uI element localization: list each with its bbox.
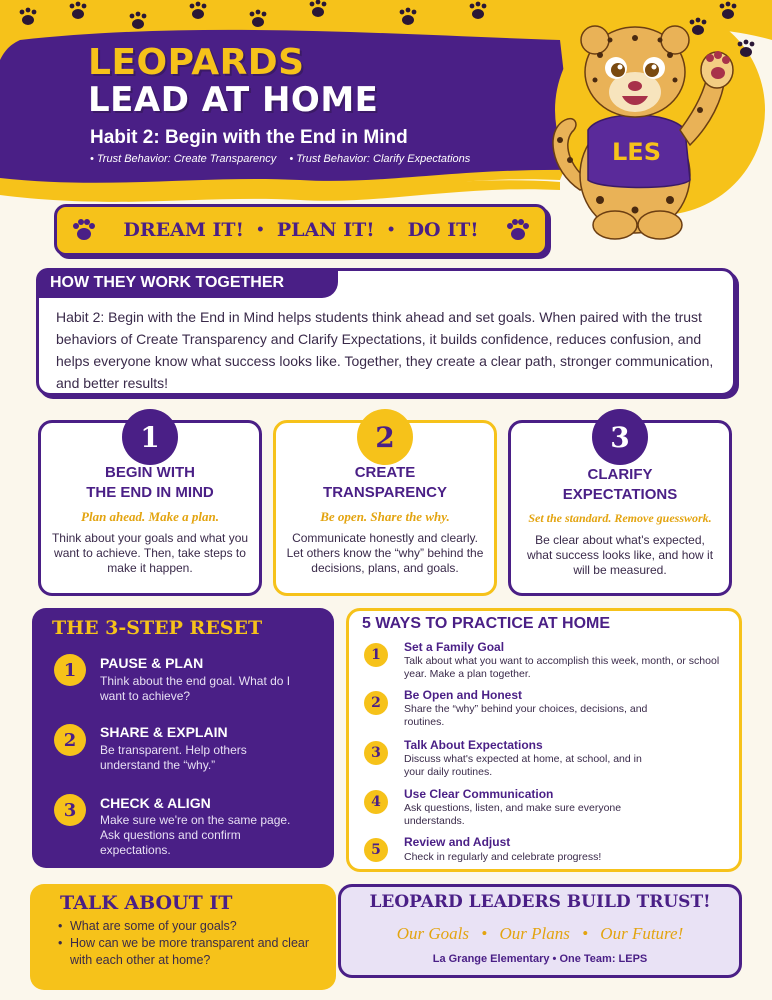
- way-number: 4: [364, 790, 388, 814]
- banner-word-dream: DREAM IT!: [123, 219, 244, 241]
- banner-word-do: DO IT!: [407, 219, 479, 241]
- way-heading: Use Clear Communication: [404, 787, 554, 801]
- card-number-badge: 2: [357, 409, 413, 465]
- leopard-leaders-title: LEOPARD LEADERS BUILD TRUST!: [369, 892, 711, 912]
- banner-word-plan: PLAN IT!: [276, 219, 375, 241]
- how-they-work-text: Habit 2: Begin with the End in Mind helps students think ahead and set goals. When paired with the trust behaviors of Create Transparency and Clarify Expectations, it builds confidence, reduces confusion, and helps everyone know what success looks like. Together, they create a clear path, stronger communication, and better results!: [56, 309, 714, 391]
- leaders-goal: Our Future!: [600, 924, 684, 943]
- way-number: 3: [364, 741, 388, 765]
- way-body: Check in regularly and celebrate progress!: [404, 851, 602, 863]
- habit-title: Habit 2: Begin with the End in Mind: [90, 127, 408, 148]
- reset-step-body: Make sure we're on the same page. Ask questions and confirm expectations.: [100, 813, 291, 857]
- title-lead-at-home: LEAD AT HOME: [88, 80, 379, 120]
- reset-step-heading: PAUSE & PLAN: [100, 655, 204, 671]
- card-subtitle: Plan ahead. Make a plan.: [81, 509, 219, 524]
- way-heading: Review and Adjust: [404, 835, 511, 849]
- talk-questions-list: [58, 918, 318, 969]
- paw-print-icon: [505, 217, 531, 243]
- banner-separator: •: [255, 222, 265, 238]
- reset-step-number: 2: [54, 724, 86, 756]
- talk-question: • How can we be more transparent and clear with each other at home?: [58, 935, 318, 969]
- reset-step-number: 1: [54, 654, 86, 686]
- way-number: 1: [364, 643, 388, 667]
- way-heading: Set a Family Goal: [404, 640, 505, 654]
- talk-question: • What are some of your goals?: [58, 918, 318, 935]
- way-body: Talk about what you want to accomplish this week, month, or school year. Make a plan together.: [404, 655, 720, 680]
- card-clarify-expectations: [508, 420, 732, 596]
- five-ways-title: 5 WAYS TO PRACTICE AT HOME: [362, 615, 611, 632]
- card-subtitle: Be open. Share the why.: [320, 509, 450, 524]
- leaders-goal: Our Plans: [499, 924, 570, 943]
- way-heading: Be Open and Honest: [404, 688, 523, 702]
- way-body: Share the “why” behind your choices, decisions, and routines.: [404, 703, 648, 728]
- leopard-mascot-illustration: [540, 10, 765, 245]
- paw-print-icon: [71, 217, 97, 243]
- card-title-line1: CREATE: [354, 464, 416, 481]
- reset-step-number: 3: [54, 794, 86, 826]
- card-number-badge: 3: [592, 409, 648, 465]
- trust-behavior-2: • Trust Behavior: Clarify Expectations: [289, 153, 471, 165]
- reset-step-body: Think about the end goal. What do I want to achieve?: [100, 674, 291, 703]
- card-subtitle: Set the standard. Remove guesswork.: [528, 511, 712, 525]
- reset-step-body: Be transparent. Help others understand the “why.”: [100, 743, 247, 772]
- card-title-line1: BEGIN WITH: [105, 464, 195, 481]
- card-title-line2: EXPECTATIONS: [562, 486, 678, 503]
- card-title-line1: CLARIFY: [587, 466, 653, 483]
- banner-separator: •: [386, 222, 396, 238]
- card-title-line2: THE END IN MIND: [86, 484, 214, 501]
- way-body: Ask questions, listen, and make sure everyone understands.: [404, 802, 622, 827]
- leaders-separator: •: [582, 924, 589, 943]
- way-body: Discuss what's expected at home, at school, and in your daily routines.: [404, 753, 642, 778]
- leaders-separator: •: [481, 924, 488, 943]
- way-number: 2: [364, 691, 388, 715]
- how-they-work-heading: HOW THEY WORK TOGETHER: [36, 268, 338, 298]
- card-create-transparency: [273, 420, 497, 596]
- title-leopards: LEOPARDS: [88, 42, 305, 83]
- card-body: Be clear about what's expected, what success looks like, and how it will be measured.: [526, 533, 714, 577]
- card-begin-with-end: [38, 420, 262, 596]
- banner-words: [123, 219, 478, 241]
- card-body: Communicate honestly and clearly. Let others know the “why” behind the decisions, plans, and goals.: [286, 531, 484, 575]
- reset-step-heading: SHARE & EXPLAIN: [100, 724, 228, 740]
- way-number: 5: [364, 838, 388, 862]
- trust-behavior-1: • Trust Behavior: Create Transparency: [90, 153, 277, 165]
- reset-step-heading: CHECK & ALIGN: [100, 795, 211, 811]
- three-step-reset-title: THE 3-STEP RESET: [52, 617, 263, 639]
- leaders-footer: La Grange Elementary • One Team: LEPS: [432, 953, 648, 965]
- leaders-goal: Our Goals: [396, 924, 470, 943]
- way-heading: Talk About Expectations: [404, 738, 543, 752]
- card-number-badge: 1: [122, 409, 178, 465]
- trust-behaviors: [90, 153, 480, 165]
- mascot-shirt-text: LES: [612, 138, 661, 166]
- card-title-line2: TRANSPARENCY: [323, 484, 447, 501]
- dream-plan-do-banner: [54, 204, 548, 256]
- card-body: Think about your goals and what you want to achieve. Then, take steps to make it happen.: [51, 531, 249, 575]
- leaders-goals-line: [338, 924, 742, 944]
- talk-about-it-title: TALK ABOUT IT: [60, 892, 233, 914]
